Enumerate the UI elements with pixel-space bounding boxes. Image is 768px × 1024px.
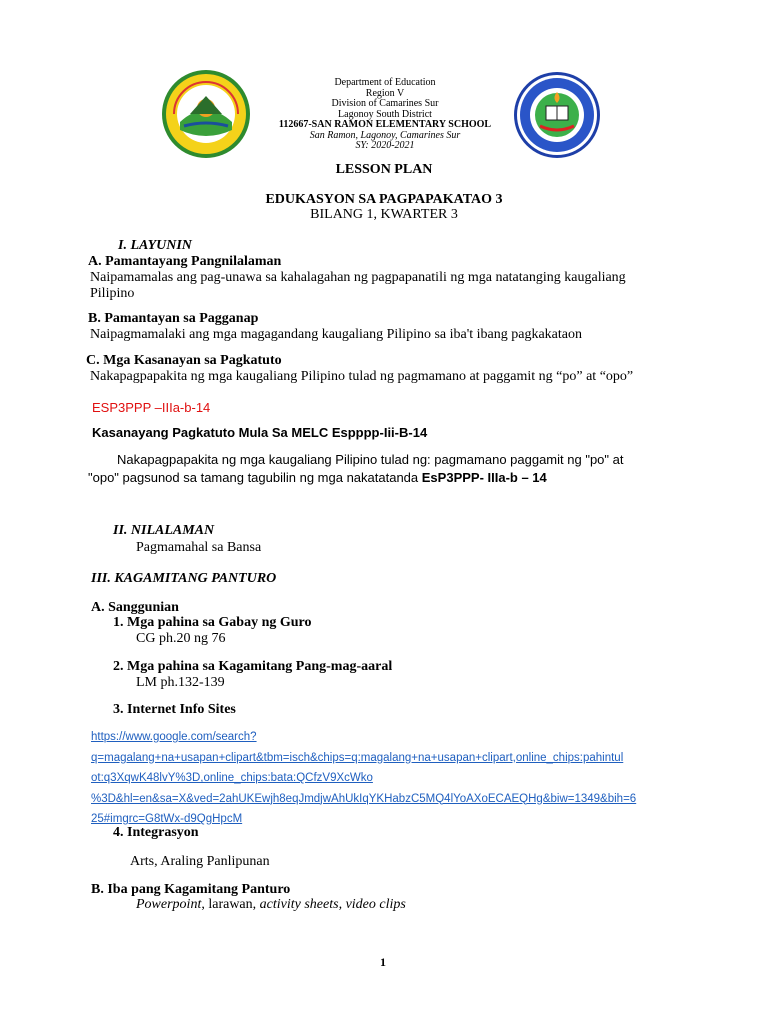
address-line: San Ramon, Lagonoy, Camarines Sur bbox=[309, 129, 461, 141]
layunin-a-heading: A. Pamantayang Pangnilalaman bbox=[88, 254, 282, 269]
nilalaman-heading: II. NILALAMAN bbox=[113, 523, 215, 538]
layunin-heading: I. LAYUNIN bbox=[118, 238, 192, 253]
layunin-b-heading: B. Pamantayan sa Pagganap bbox=[88, 311, 259, 326]
sanggunian-heading: A. Sanggunian bbox=[91, 600, 179, 615]
department-line: Department of Education bbox=[334, 77, 436, 88]
integrasyon-heading: 4. Integrasyon bbox=[113, 825, 199, 840]
lesson-plan-title: LESSON PLAN bbox=[335, 162, 433, 177]
melc-text-2 bbox=[88, 470, 547, 485]
subject-title: EDUKASYON SA PAGPAPAKATAO 3 bbox=[265, 192, 503, 207]
district-line: Lagonoy South District bbox=[338, 108, 432, 120]
link-line-2[interactable]: q=magalang+na+usapan+clipart&tbm=isch&chips=q:magalang+na+usapan+clipart,online_chips:pahintul bbox=[91, 751, 624, 764]
page-number: 1 bbox=[380, 955, 386, 969]
school-seal-icon bbox=[512, 70, 602, 160]
lm-heading: 2. Mga pahina sa Kagamitang Pang-mag-aaral bbox=[113, 659, 393, 674]
internet-heading: 3. Internet Info Sites bbox=[113, 702, 236, 717]
powerpoint-text: Powerpoint bbox=[136, 897, 202, 912]
lesson-number-title: BILANG 1, KWARTER 3 bbox=[310, 207, 458, 222]
layunin-a-text-2: Pilipino bbox=[90, 286, 135, 301]
link-line-3[interactable]: ot:q3XqwK48lvY%3D,online_chips:bata:QCfzV9XcWko bbox=[91, 772, 373, 784]
melc-text-2-plain: "opo" pagsunod sa tamang tagubilin ng mga nakatatanda bbox=[88, 470, 422, 485]
melc-heading: Kasanayang Pagkatuto Mula Sa MELC Espppp-Iii-B-14 bbox=[92, 425, 428, 440]
gabay-heading: 1. Mga pahina sa Gabay ng Guro bbox=[113, 615, 312, 630]
layunin-c-text: Nakapagpapakita ng mga kaugaliang Pilipino tulad ng pagmamano at paggamit ng “po” at “opo” bbox=[90, 369, 634, 384]
larawan-text: , larawan, bbox=[201, 897, 260, 912]
layunin-a-text-1: Naipamamalas ang pag-unawa sa kahalagahan ng pagpapanatili ng mga natatanging kaugaliang bbox=[90, 270, 626, 285]
region-line: Region V bbox=[365, 87, 405, 99]
melc-text-1: Nakapagpapakita ng mga kaugaliang Pilipino tulad ng: pagmamano paggamit ng "po" at bbox=[117, 452, 624, 467]
division-line: Division of Camarines Sur bbox=[331, 98, 439, 109]
school-year-line: SY: 2020-2021 bbox=[355, 140, 415, 151]
melc-code: EsP3PPP- IIIa-b – 14 bbox=[421, 470, 547, 485]
iba-pang-heading: B. Iba pang Kagamitang Panturo bbox=[91, 882, 291, 897]
link-line-4[interactable]: %3D&hl=en&sa=X&ved=2ahUKEwjh8eqJmdjwAhUkIqYKHabzC5MQ4lYoAXoECAEQHg&biw=1349&bih=6 bbox=[91, 792, 637, 805]
competency-code: ESP3PPP –IIIa-b-14 bbox=[92, 400, 211, 415]
nilalaman-text: Pagmamahal sa Bansa bbox=[136, 540, 262, 555]
layunin-b-text: Naipagmamalaki ang mga magagandang kaugaliang Pilipino sa iba't ibang pagkakataon bbox=[90, 327, 582, 342]
reference-link[interactable] bbox=[91, 727, 636, 830]
school-name-line: 112667-SAN RAMON ELEMENTARY SCHOOL bbox=[278, 119, 492, 130]
lm-text: LM ph.132-139 bbox=[136, 675, 225, 690]
link-line-5[interactable]: 25#imgrc=G8tWx-d9QgHpcM bbox=[91, 813, 243, 825]
iba-pang-text bbox=[136, 897, 406, 913]
integrasyon-text: Arts, Araling Panlipunan bbox=[130, 854, 270, 869]
school-logo bbox=[512, 70, 602, 160]
link-line-1[interactable]: https://www.google.com/search? bbox=[91, 731, 257, 743]
kagamitan-heading: III. KAGAMITANG PANTURO bbox=[91, 571, 277, 586]
activity-sheets-text: activity sheets, video clips bbox=[259, 897, 406, 912]
layunin-c-heading: C. Mga Kasanayan sa Pagkatuto bbox=[86, 353, 282, 368]
gabay-text: CG ph.20 ng 76 bbox=[136, 631, 226, 646]
